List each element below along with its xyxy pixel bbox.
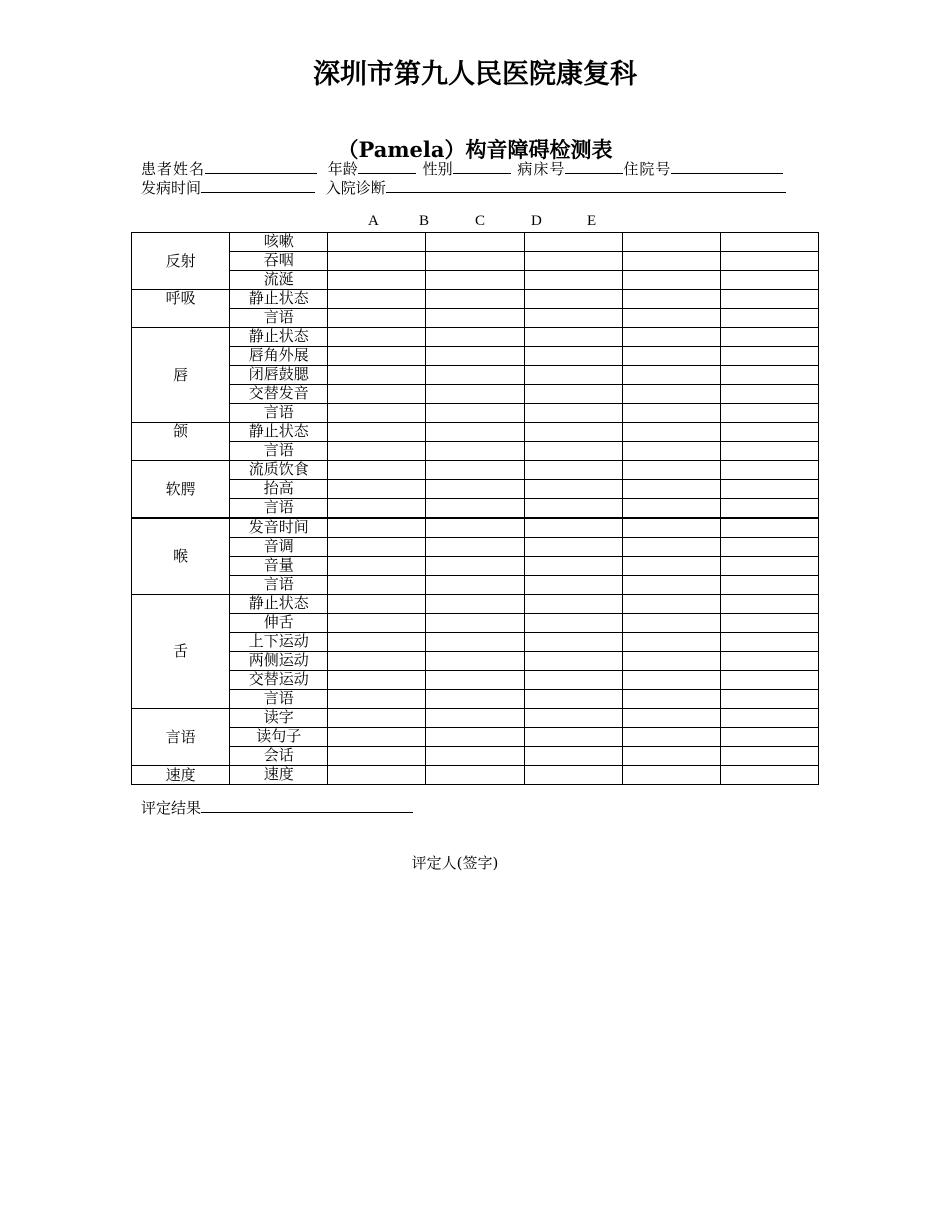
score-cell[interactable]	[426, 404, 524, 423]
score-cell[interactable]	[426, 766, 524, 785]
score-cell[interactable]	[524, 461, 622, 480]
category-cell: 颌	[132, 423, 230, 461]
score-cell[interactable]	[426, 557, 524, 576]
score-cell[interactable]	[328, 576, 426, 595]
table-row	[132, 385, 819, 404]
category-cell: 呼吸	[132, 290, 230, 328]
category-cell: 舌	[132, 595, 230, 709]
item-cell: 速度	[230, 766, 328, 785]
category-cell: 言语	[132, 709, 230, 766]
score-cell[interactable]	[622, 480, 720, 499]
score-cell[interactable]	[426, 309, 524, 328]
score-cell[interactable]	[622, 671, 720, 690]
score-cell[interactable]	[328, 538, 426, 557]
table-row	[132, 709, 819, 728]
category-cell: 速度	[132, 766, 230, 785]
table-row	[132, 557, 819, 576]
score-cell[interactable]	[524, 252, 622, 271]
score-cell[interactable]	[524, 652, 622, 671]
table-row	[132, 747, 819, 766]
table-row	[132, 652, 819, 671]
category-cell: 唇	[132, 328, 230, 423]
item-cell: 言语	[230, 309, 328, 328]
score-cell[interactable]	[524, 633, 622, 652]
score-cell[interactable]	[524, 347, 622, 366]
score-cell[interactable]	[524, 271, 622, 290]
score-cell[interactable]	[720, 690, 818, 709]
bed-number-field[interactable]	[565, 159, 623, 174]
score-cell[interactable]	[622, 271, 720, 290]
score-cell[interactable]	[720, 747, 818, 766]
item-cell: 会话	[230, 747, 328, 766]
score-cell[interactable]	[426, 652, 524, 671]
score-cell[interactable]	[720, 233, 818, 252]
score-cell[interactable]	[328, 690, 426, 709]
score-cell[interactable]	[328, 252, 426, 271]
table-row	[132, 328, 819, 347]
category-cell: 反射	[132, 233, 230, 290]
score-cell[interactable]	[328, 633, 426, 652]
score-cell[interactable]	[720, 728, 818, 747]
score-cell[interactable]	[720, 442, 818, 461]
item-cell: 抬高	[230, 480, 328, 499]
result-label: 评定结果	[141, 799, 202, 817]
assessment-table	[131, 232, 819, 785]
table-row	[132, 252, 819, 271]
score-cell[interactable]	[720, 461, 818, 480]
score-cell[interactable]	[328, 518, 426, 538]
score-cell[interactable]	[524, 385, 622, 404]
score-cell[interactable]	[622, 366, 720, 385]
score-cell[interactable]	[720, 709, 818, 728]
item-cell: 交替发音	[230, 385, 328, 404]
table-row	[132, 480, 819, 499]
category-cell: 软腭	[132, 461, 230, 519]
item-cell: 言语	[230, 690, 328, 709]
score-cell[interactable]	[328, 480, 426, 499]
table-row	[132, 499, 819, 519]
score-cell[interactable]	[328, 366, 426, 385]
item-cell: 闭唇鼓腮	[230, 366, 328, 385]
item-cell: 音调	[230, 538, 328, 557]
score-cell[interactable]	[426, 442, 524, 461]
score-cell[interactable]	[328, 404, 426, 423]
gender-label: 性别	[422, 160, 453, 178]
score-cell[interactable]	[426, 328, 524, 347]
score-cell[interactable]	[720, 271, 818, 290]
onset-time-label: 发病时间	[141, 179, 202, 197]
grade-header-c: C	[475, 213, 486, 229]
score-cell[interactable]	[622, 347, 720, 366]
score-cell[interactable]	[426, 709, 524, 728]
score-cell[interactable]	[622, 652, 720, 671]
score-cell[interactable]	[426, 595, 524, 614]
score-cell[interactable]	[622, 461, 720, 480]
score-cell[interactable]	[622, 614, 720, 633]
score-cell[interactable]	[622, 557, 720, 576]
score-cell[interactable]	[524, 728, 622, 747]
score-cell[interactable]	[622, 747, 720, 766]
item-cell: 上下运动	[230, 633, 328, 652]
item-cell: 言语	[230, 499, 328, 519]
score-cell[interactable]	[524, 290, 622, 309]
score-cell[interactable]	[622, 290, 720, 309]
score-cell[interactable]	[622, 404, 720, 423]
score-cell[interactable]	[328, 385, 426, 404]
score-cell[interactable]	[328, 290, 426, 309]
patient-info-line-1	[141, 158, 783, 179]
item-cell: 静止状态	[230, 423, 328, 442]
score-cell[interactable]	[622, 252, 720, 271]
table-row	[132, 766, 819, 785]
table-row	[132, 690, 819, 709]
score-cell[interactable]	[524, 595, 622, 614]
score-cell[interactable]	[622, 538, 720, 557]
score-cell[interactable]	[426, 347, 524, 366]
score-cell[interactable]	[524, 538, 622, 557]
patient-info-line-2	[141, 177, 786, 198]
table-row	[132, 595, 819, 614]
table-row	[132, 614, 819, 633]
score-cell[interactable]	[720, 309, 818, 328]
score-cell[interactable]	[328, 499, 426, 519]
table-row	[132, 576, 819, 595]
score-cell[interactable]	[524, 747, 622, 766]
admission-number-field[interactable]	[671, 159, 783, 174]
result-field[interactable]	[201, 798, 413, 813]
table-row	[132, 728, 819, 747]
score-cell[interactable]	[622, 728, 720, 747]
score-cell[interactable]	[426, 423, 524, 442]
score-cell[interactable]	[328, 233, 426, 252]
score-cell[interactable]	[328, 461, 426, 480]
score-cell[interactable]	[524, 233, 622, 252]
score-cell[interactable]	[426, 747, 524, 766]
score-cell[interactable]	[328, 671, 426, 690]
grade-header-e: E	[587, 213, 597, 229]
score-cell[interactable]	[426, 690, 524, 709]
admission-number-label: 住院号	[623, 160, 672, 178]
item-cell: 音量	[230, 557, 328, 576]
score-cell[interactable]	[328, 347, 426, 366]
score-cell[interactable]	[622, 423, 720, 442]
score-cell[interactable]	[720, 614, 818, 633]
score-cell[interactable]	[622, 385, 720, 404]
table-row	[132, 671, 819, 690]
table-row	[132, 633, 819, 652]
assessor-signature-label: 评定人(签字)	[411, 854, 499, 872]
item-cell: 静止状态	[230, 595, 328, 614]
score-cell[interactable]	[720, 576, 818, 595]
item-cell: 静止状态	[230, 328, 328, 347]
score-cell[interactable]	[622, 576, 720, 595]
gender-field[interactable]	[453, 159, 511, 174]
score-cell[interactable]	[622, 233, 720, 252]
item-cell: 流质饮食	[230, 461, 328, 480]
table-row	[132, 366, 819, 385]
score-cell[interactable]	[328, 442, 426, 461]
score-cell[interactable]	[426, 385, 524, 404]
table-row	[132, 309, 819, 328]
table-row	[132, 404, 819, 423]
score-cell[interactable]	[720, 595, 818, 614]
score-cell[interactable]	[720, 652, 818, 671]
item-cell: 言语	[230, 404, 328, 423]
score-cell[interactable]	[426, 290, 524, 309]
diagnosis-field[interactable]	[386, 178, 786, 193]
age-label: 年龄	[327, 160, 358, 178]
item-cell: 发音时间	[230, 518, 328, 538]
score-cell[interactable]	[622, 633, 720, 652]
score-cell[interactable]	[426, 480, 524, 499]
score-cell[interactable]	[720, 480, 818, 499]
score-cell[interactable]	[328, 271, 426, 290]
score-cell[interactable]	[720, 385, 818, 404]
score-cell[interactable]	[524, 480, 622, 499]
score-cell[interactable]	[426, 461, 524, 480]
score-cell[interactable]	[426, 728, 524, 747]
score-cell[interactable]	[426, 252, 524, 271]
item-cell: 读句子	[230, 728, 328, 747]
score-cell[interactable]	[328, 709, 426, 728]
bed-number-label: 病床号	[517, 160, 566, 178]
score-cell[interactable]	[524, 690, 622, 709]
score-cell[interactable]	[524, 499, 622, 519]
score-cell[interactable]	[426, 499, 524, 519]
score-cell[interactable]	[426, 366, 524, 385]
form-title: （Pamela）构音障碍检测表	[337, 137, 613, 162]
score-cell[interactable]	[720, 766, 818, 785]
score-cell[interactable]	[720, 538, 818, 557]
item-cell: 交替运动	[230, 671, 328, 690]
score-cell[interactable]	[622, 766, 720, 785]
score-cell[interactable]	[524, 766, 622, 785]
score-cell[interactable]	[524, 366, 622, 385]
score-cell[interactable]	[328, 614, 426, 633]
item-cell: 唇角外展	[230, 347, 328, 366]
score-cell[interactable]	[524, 518, 622, 538]
score-cell[interactable]	[328, 309, 426, 328]
grade-header-d: D	[531, 213, 542, 229]
score-cell[interactable]	[622, 499, 720, 519]
score-cell[interactable]	[622, 442, 720, 461]
score-cell[interactable]	[720, 252, 818, 271]
patient-name-label: 患者姓名	[141, 160, 206, 178]
score-cell[interactable]	[720, 423, 818, 442]
score-cell[interactable]	[622, 309, 720, 328]
score-cell[interactable]	[720, 518, 818, 538]
table-row	[132, 271, 819, 290]
result-line	[141, 797, 413, 818]
score-cell[interactable]	[524, 423, 622, 442]
score-cell[interactable]	[524, 614, 622, 633]
onset-time-field[interactable]	[201, 178, 315, 193]
item-cell: 吞咽	[230, 252, 328, 271]
score-cell[interactable]	[524, 671, 622, 690]
grade-header-a: A	[368, 213, 379, 229]
score-cell[interactable]	[328, 557, 426, 576]
score-cell[interactable]	[720, 633, 818, 652]
score-cell[interactable]	[426, 633, 524, 652]
age-field[interactable]	[358, 159, 416, 174]
score-cell[interactable]	[328, 652, 426, 671]
hospital-title: 深圳市第九人民医院康复科	[313, 59, 637, 90]
score-cell[interactable]	[426, 538, 524, 557]
score-cell[interactable]	[328, 728, 426, 747]
score-cell[interactable]	[426, 576, 524, 595]
score-cell[interactable]	[524, 404, 622, 423]
item-cell: 伸舌	[230, 614, 328, 633]
score-cell[interactable]	[622, 518, 720, 538]
score-cell[interactable]	[426, 614, 524, 633]
score-cell[interactable]	[426, 271, 524, 290]
score-cell[interactable]	[524, 442, 622, 461]
item-cell: 静止状态	[230, 290, 328, 309]
score-cell[interactable]	[328, 595, 426, 614]
score-cell[interactable]	[720, 671, 818, 690]
score-cell[interactable]	[426, 671, 524, 690]
score-cell[interactable]	[720, 499, 818, 519]
score-cell[interactable]	[622, 690, 720, 709]
score-cell[interactable]	[524, 309, 622, 328]
item-cell: 两侧运动	[230, 652, 328, 671]
category-cell: 喉	[132, 518, 230, 595]
score-cell[interactable]	[524, 328, 622, 347]
item-cell: 读字	[230, 709, 328, 728]
score-cell[interactable]	[328, 328, 426, 347]
item-cell: 咳嗽	[230, 233, 328, 252]
score-cell[interactable]	[720, 404, 818, 423]
score-cell[interactable]	[622, 328, 720, 347]
score-cell[interactable]	[328, 423, 426, 442]
table-row	[132, 461, 819, 480]
item-cell: 言语	[230, 442, 328, 461]
score-cell[interactable]	[720, 290, 818, 309]
score-cell[interactable]	[622, 709, 720, 728]
score-cell[interactable]	[524, 709, 622, 728]
score-cell[interactable]	[524, 576, 622, 595]
table-row	[132, 347, 819, 366]
diagnosis-label: 入院诊断	[325, 179, 386, 197]
score-cell[interactable]	[524, 557, 622, 576]
item-cell: 言语	[230, 576, 328, 595]
table-row	[132, 423, 819, 442]
score-cell[interactable]	[720, 347, 818, 366]
table-row	[132, 518, 819, 538]
score-cell[interactable]	[622, 595, 720, 614]
score-cell[interactable]	[328, 747, 426, 766]
table-row	[132, 233, 819, 252]
table-row	[132, 538, 819, 557]
score-cell[interactable]	[426, 518, 524, 538]
table-row	[132, 290, 819, 309]
score-cell[interactable]	[720, 328, 818, 347]
score-cell[interactable]	[720, 557, 818, 576]
table-row	[132, 442, 819, 461]
score-cell[interactable]	[720, 366, 818, 385]
score-cell[interactable]	[426, 233, 524, 252]
score-cell[interactable]	[328, 766, 426, 785]
grade-header-b: B	[419, 213, 430, 229]
item-cell: 流涎	[230, 271, 328, 290]
patient-name-field[interactable]	[205, 159, 317, 174]
